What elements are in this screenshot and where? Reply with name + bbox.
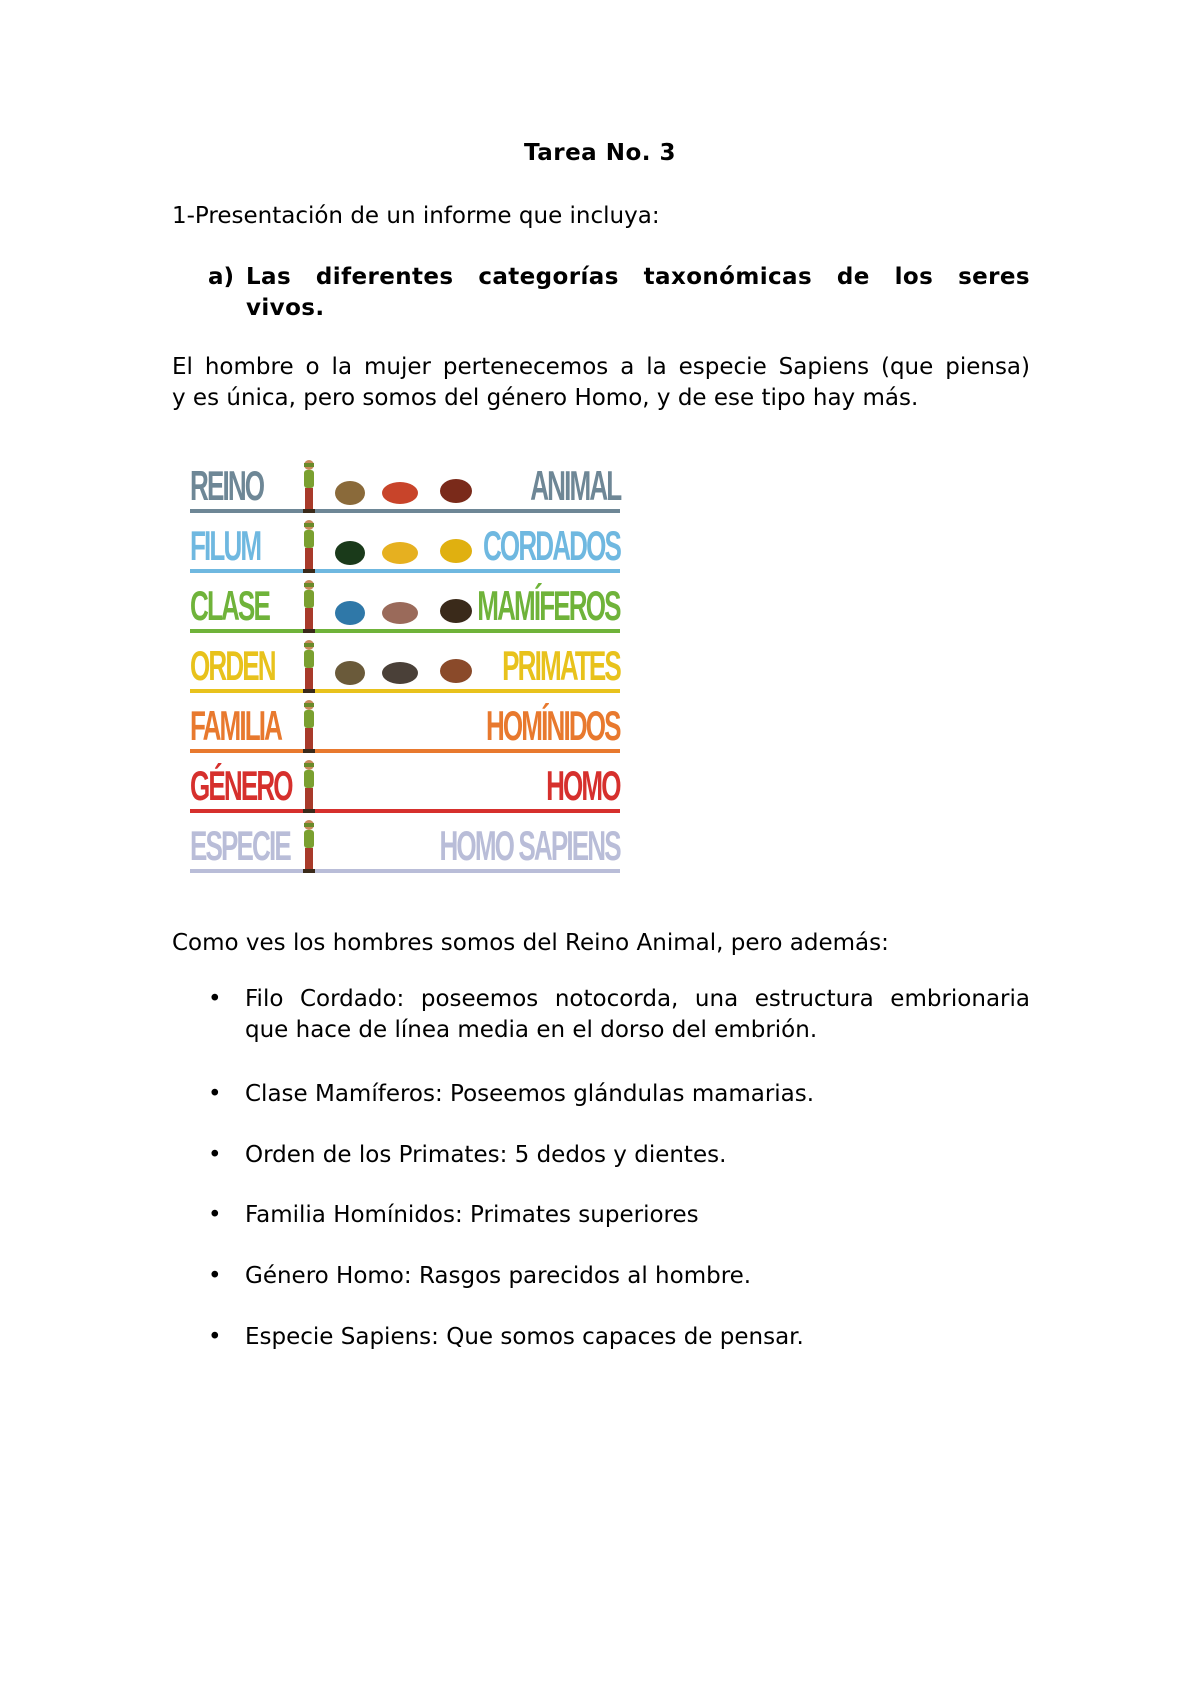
list-item-text — [245, 1261, 1030, 1292]
human-figure-icon — [300, 639, 318, 693]
paragraph-reino: Como ves los hombres somos del Reino Animal, pero además: — [172, 930, 889, 956]
list-item-line1: Clase Mamíferos: Poseemos glándulas mamarias. — [245, 1081, 815, 1107]
taxonomy-row-line — [190, 689, 620, 693]
taxonomy-row — [190, 455, 620, 515]
taxonomy-taxon-label: HOMO — [546, 762, 620, 809]
paragraph-species-line1: El hombre o la mujer pertenecemos a la especie Sapiens (que piensa) — [172, 354, 1030, 380]
human-figure-icon — [300, 759, 318, 813]
taxonomy-row-line — [190, 809, 620, 813]
list-item-line1: Familia Homínidos: Primates superiores — [245, 1202, 699, 1228]
taxonomy-row-line — [190, 509, 620, 513]
taxonomy-figure — [190, 455, 620, 890]
taxonomy-row — [190, 815, 620, 875]
list-item-text — [245, 984, 1030, 1046]
bullet-icon: • — [208, 986, 222, 1012]
human-figure-icon — [300, 579, 318, 633]
intro-paragraph: 1-Presentación de un informe que incluya: — [172, 203, 660, 229]
taxonomy-rank-label: ORDEN — [190, 642, 275, 689]
taxonomy-rank-label: REINO — [190, 462, 264, 509]
bullet-icon: • — [208, 1142, 222, 1168]
taxonomy-taxon-label: MAMÍFEROS — [477, 582, 620, 629]
taxonomy-taxon-label: ANIMAL — [529, 462, 620, 509]
bullet-icon: • — [208, 1324, 222, 1350]
bullet-icon: • — [208, 1202, 222, 1228]
taxonomy-row — [190, 695, 620, 755]
animal-illustrations-icon — [328, 589, 498, 629]
taxonomy-row — [190, 755, 620, 815]
taxonomy-rank-label: CLASE — [190, 582, 269, 629]
taxonomy-row-line — [190, 569, 620, 573]
paragraph-species — [172, 352, 1030, 414]
taxonomy-row-line — [190, 629, 620, 633]
human-figure-icon — [300, 519, 318, 573]
taxonomy-taxon-label: CORDADOS — [482, 522, 620, 569]
animal-illustrations-icon — [328, 529, 498, 569]
paragraph-species-line2: y es única, pero somos del género Homo, y de ese tipo hay más. — [172, 385, 919, 411]
human-figure-icon — [300, 699, 318, 753]
bullet-icon: • — [208, 1263, 222, 1289]
taxonomy-taxon-label: HOMÍNIDOS — [486, 702, 620, 749]
taxonomy-rank-label: ESPECIE — [190, 822, 290, 869]
taxonomy-row-line — [190, 869, 620, 873]
taxonomy-row-line — [190, 749, 620, 753]
taxonomy-row — [190, 575, 620, 635]
list-item-a-line1: Las diferentes categorías taxonómicas de los seres — [246, 264, 1030, 290]
list-item-line1: Orden de los Primates: 5 dedos y dientes. — [245, 1142, 727, 1168]
list-item-text — [245, 1079, 1030, 1110]
list-item-text — [245, 1200, 1030, 1231]
taxonomy-taxon-label: PRIMATES — [502, 642, 620, 689]
taxonomy-rank-label: FILUM — [190, 522, 261, 569]
list-item-line1: Especie Sapiens: Que somos capaces de pensar. — [245, 1324, 804, 1350]
document-title: Tarea No. 3 — [523, 140, 676, 166]
list-item-a-line2: vivos. — [246, 295, 325, 321]
list-item-a-text — [246, 262, 1030, 324]
taxonomy-taxon-label: HOMO SAPIENS — [439, 822, 620, 869]
animal-illustrations-icon — [328, 469, 498, 509]
bullet-icon: • — [208, 1081, 222, 1107]
list-item-text — [245, 1322, 1030, 1353]
taxonomy-rank-label: FAMILIA — [190, 702, 282, 749]
human-figure-icon — [300, 459, 318, 513]
list-item-a-marker: a) — [208, 264, 235, 290]
list-item-text — [245, 1140, 1030, 1171]
list-item-line2: que hace de línea media en el dorso del embrión. — [245, 1017, 818, 1043]
list-item-line1: Filo Cordado: poseemos notocorda, una estructura embrionaria — [245, 986, 1030, 1012]
human-figure-icon — [300, 819, 318, 873]
taxonomy-row — [190, 515, 620, 575]
taxonomy-row — [190, 635, 620, 695]
list-item-line1: Género Homo: Rasgos parecidos al hombre. — [245, 1263, 752, 1289]
animal-illustrations-icon — [328, 649, 498, 689]
taxonomy-rank-label: GÉNERO — [190, 762, 292, 809]
